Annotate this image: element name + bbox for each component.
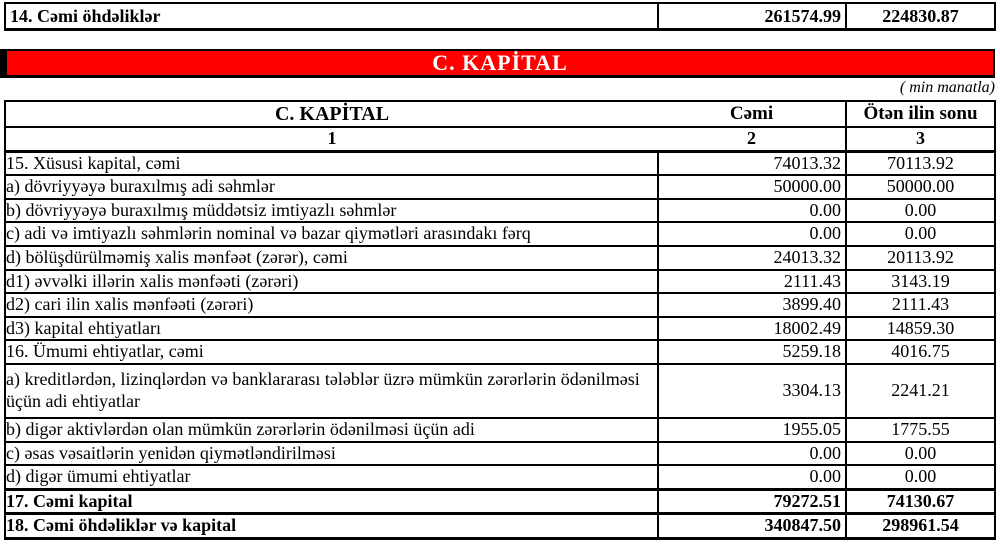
row-value-current: 2111.43 (658, 270, 846, 294)
row-value-prior: 0.00 (846, 199, 995, 223)
row-label: 14. Cəmi öhdəliklər (5, 3, 658, 30)
row-value-prior: 50000.00 (846, 175, 995, 199)
row-label: d) bölüşdürülməmiş xalis mənfəət (zərər), cəmi (5, 246, 658, 270)
row-label: a) dövriyyəyə buraxılmış adi səhmlər (5, 175, 658, 199)
row-value-prior: 70113.92 (846, 151, 995, 175)
row-value-current: 0.00 (658, 465, 846, 489)
liabilities-total-table (4, 2, 996, 31)
row-value-prior: 0.00 (846, 442, 995, 466)
row-label: d) digər ümumi ehtiyatlar (5, 465, 658, 489)
row-value-current: 0.00 (658, 222, 846, 246)
row-label: 17. Cəmi kapital (5, 489, 658, 514)
row-value-prior: 14859.30 (846, 317, 995, 341)
capital-table-body (5, 151, 995, 538)
liabilities-total-row (5, 3, 995, 30)
row-value-current: 0.00 (658, 442, 846, 466)
header-cemi-cell: Cəmi (658, 101, 846, 127)
table-row (5, 340, 995, 364)
section-banner (0, 49, 995, 78)
row-value-current: 5259.18 (658, 340, 846, 364)
table-row (5, 246, 995, 270)
row-label: 15. Xüsusi kapital, cəmi (5, 151, 658, 175)
row-value-prior: 3143.19 (846, 270, 995, 294)
unit-note: ( min manatla) (899, 79, 995, 96)
row-value-current: 3304.13 (658, 364, 846, 418)
table-row (5, 442, 995, 466)
row-value-prior: 0.00 (846, 222, 995, 246)
table-row (5, 364, 995, 418)
header-row (5, 101, 995, 127)
row-value-current: 0.00 (658, 199, 846, 223)
row-value-current: 79272.51 (658, 489, 846, 514)
row-label: c) əsas vəsaitlərin yenidən qiymətləndirilməsi (5, 442, 658, 466)
row-value-current: 3899.40 (658, 293, 846, 317)
table-row (5, 175, 995, 199)
row-label: d1) əvvəlki illərin xalis mənfəəti (zərəri) (5, 270, 658, 294)
row-value-prior: 20113.92 (846, 246, 995, 270)
row-label: b) digər aktivlərdən olan mümkün zərərlərin ödənilməsi üçün adi (5, 418, 658, 442)
row-label: 16. Ümumi ehtiyatlar, cəmi (5, 340, 658, 364)
row-value-prior: 224830.87 (846, 3, 995, 30)
table-row (5, 489, 995, 514)
capital-table (4, 100, 996, 540)
row-label: 18. Cəmi öhdəliklər və kapital (5, 514, 658, 539)
colnum-2: 2 (658, 127, 846, 151)
row-value-prior: 1775.55 (846, 418, 995, 442)
table-row (5, 418, 995, 442)
row-value-current: 1955.05 (658, 418, 846, 442)
row-label: c) adi və imtiyazlı səhmlərin nominal və bazar qiymətləri arasındakı fərq (5, 222, 658, 246)
row-value-current: 340847.50 (658, 514, 846, 539)
row-value-prior: 0.00 (846, 465, 995, 489)
column-number-row (5, 127, 995, 151)
row-value-prior: 4016.75 (846, 340, 995, 364)
table-row (5, 293, 995, 317)
table-row (5, 514, 995, 539)
row-value-current: 50000.00 (658, 175, 846, 199)
row-value-prior: 74130.67 (846, 489, 995, 514)
table-row (5, 151, 995, 175)
row-value-prior: 2241.21 (846, 364, 995, 418)
colnum-3: 3 (846, 127, 995, 151)
header-title-cell: C. KAPİTAL (5, 101, 658, 127)
header-prior-cell: Ötən ilin sonu (846, 101, 995, 127)
table-row (5, 199, 995, 223)
section-title: C. KAPİTAL (432, 50, 568, 75)
table-row (5, 270, 995, 294)
row-value-current: 24013.32 (658, 246, 846, 270)
row-value-current: 18002.49 (658, 317, 846, 341)
colnum-1: 1 (5, 127, 658, 151)
row-label: b) dövriyyəyə buraxılmış müddətsiz imtiyazlı səhmlər (5, 199, 658, 223)
capital-table-header (5, 101, 995, 151)
row-value-current: 74013.32 (658, 151, 846, 175)
row-label: d3) kapital ehtiyatları (5, 317, 658, 341)
row-label: d2) cari ilin xalis mənfəəti (zərəri) (5, 293, 658, 317)
row-value-prior: 2111.43 (846, 293, 995, 317)
table-row (5, 222, 995, 246)
table-row (5, 465, 995, 489)
row-label: a) kreditlərdən, lizinqlərdən və banklararası tələblər üzrə mümkün zərərlərin ödənilməsi üçün adi ehtiyatlar (5, 364, 658, 418)
row-value-current: 261574.99 (658, 3, 846, 30)
table-row (5, 317, 995, 341)
row-value-prior: 298961.54 (846, 514, 995, 539)
